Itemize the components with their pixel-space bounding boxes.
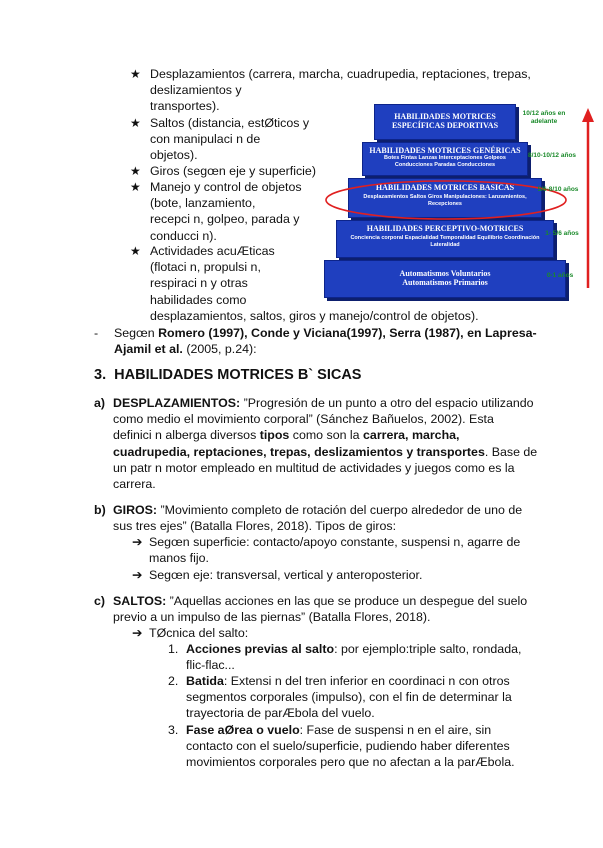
arrow-bullet-icon: ➔ (132, 626, 143, 640)
item-c-body (113, 593, 527, 625)
section-number: 3. (94, 367, 107, 383)
text-span: . Base de (484, 444, 538, 459)
citation-authors: Ajamil et al. (114, 342, 183, 356)
item-c-label: c) (94, 594, 106, 608)
bullet-line: respiraci n y otras (150, 276, 248, 291)
bullet-line: Actividades acuÆticas (150, 244, 275, 258)
item-a-label: a) (94, 396, 106, 410)
bullet-line: recepci n, golpeo, parada y (150, 212, 300, 227)
text-line: carrera. (113, 477, 156, 492)
text-span: : por ejemplo:triple salto, rondada, (334, 642, 522, 656)
giros-superficie (149, 534, 520, 566)
tier-title: HABILIDADES MOTRICES (394, 112, 496, 121)
source-citation-text (114, 325, 537, 341)
growth-arrow-head (582, 108, 594, 122)
tier-title: HABILIDADES MOTRICES BASICAS (375, 183, 515, 192)
text-line: manos fijo. (149, 551, 209, 566)
tier-content: Desplazamientos Saltos Giros Manipulaciones: Lanzamientos, Recepciones (363, 194, 527, 207)
pyramid-diagram (318, 96, 596, 306)
star-bullet-icon: ★ (130, 180, 141, 194)
age-label: 5/6-8/10 años (537, 186, 579, 193)
text-line: segmentos corporales (impulso), con el fin de determinar la (186, 690, 512, 705)
bullet-line: conducci n). (150, 228, 217, 243)
text-line: movimientos corporales pero que no afectan a la parÆbola. (186, 755, 515, 770)
bullet-line: objetos). (150, 148, 198, 163)
bullet-line: transportes). (150, 99, 220, 114)
salto-paso-3 (186, 722, 515, 771)
bullet-line: Giros (segœn eje y superficie) (150, 164, 316, 178)
list-number: 1. (168, 642, 179, 656)
item-a-body (113, 395, 537, 492)
tier-title: Automatismos Primarios (402, 278, 488, 287)
text-bold: Fase aØrea o vuelo (186, 723, 300, 737)
bullet-line: Manejo y control de objetos (150, 180, 302, 194)
tier-title: ESPECÍFICAS DEPORTIVAS (391, 121, 499, 130)
text-line: previo a un impulso de las piernas” (Batalla Flores, 2018). (113, 610, 431, 625)
star-bullet-icon: ★ (130, 116, 141, 130)
text-line: trayectoria de parÆbola del vuelo. (186, 706, 375, 721)
salto-tecnica: TØcnica del salto: (149, 626, 249, 640)
citation-prefix: Segœn (114, 326, 159, 340)
section-heading (94, 367, 361, 383)
text-line: sus tres ejes” (Batalla Flores, 2018). Tipos de giros: (113, 519, 397, 534)
text-line: flic-flac... (186, 658, 235, 673)
arrow-bullet-icon: ➔ (132, 535, 143, 549)
age-label: 1- 5/6 años (545, 230, 579, 237)
text-span: : Fase de suspensi n en el aire, sin (299, 723, 492, 737)
age-label: 8/10-10/12 años (527, 152, 577, 159)
tier-title: Automatismos Voluntarios (399, 269, 491, 278)
giros-eje: Segœn eje: transversal, vertical y anteroposterior. (149, 568, 423, 582)
star-bullet-icon: ★ (130, 67, 141, 81)
item-c-title: SALTOS: (113, 594, 167, 608)
bullet-line: con manipulaci n de (150, 132, 261, 147)
source-citation-text-2 (114, 341, 257, 357)
text-bold: tipos (259, 428, 290, 443)
bullet-line: (bote, lanzamiento, (150, 196, 256, 211)
text-line: ”Progresión de un punto a otro del espacio utilizando (240, 396, 534, 410)
text-line: ”Movimiento completo de rotación del cuerpo alrededor de uno de (157, 503, 523, 517)
text-bold: Acciones previas al salto (186, 642, 335, 656)
bullet-line: Desplazamientos (carrera, marcha, cuadrupedia, reptaciones, trepas, (150, 67, 531, 81)
age-label: 0-1 años (546, 272, 574, 279)
salto-paso-1 (186, 641, 521, 673)
item-b-title: GIROS: (113, 503, 158, 517)
bullet-line: desplazamientos, saltos, giros y manejo/control de objetos). (150, 308, 479, 323)
text-line: Segœn superficie: contacto/apoyo constante, suspensi n, agarre de (149, 535, 521, 549)
dash-bullet: - (94, 326, 99, 340)
tier-title: HABILIDADES PERCEPTIVO-MOTRICES (366, 224, 524, 233)
tier-title: HABILIDADES MOTRICES GENÉRICAS (369, 146, 521, 155)
star-bullet-icon: ★ (130, 164, 141, 178)
text-line: un patr n motor empleado en multitud de actividades y juegos como es la (113, 460, 515, 475)
bullet-line: (flotaci n, propulsi n, (150, 260, 261, 275)
text-line: como medio el movimiento corporal” (Sánchez Bañuelos, 2002). Esta (113, 412, 494, 427)
text-span: : Extensi n del tren inferior en coordinaci n con otros (223, 674, 510, 688)
text-line: ”Aquellas acciones en las que se produce un despegue del suelo (166, 594, 528, 608)
salto-paso-2 (186, 673, 512, 722)
star-bullet-icon: ★ (130, 244, 141, 258)
source-citation (94, 325, 98, 341)
item-b-body (113, 502, 522, 534)
tier-content: Conciencia corporal Espacialidad Temporalidad Equilibrio Coordinación Lateralidad (350, 235, 540, 248)
arrow-bullet-icon: ➔ (132, 568, 143, 582)
bullet-line: habilidades como (150, 292, 247, 307)
text-span: definici n alberga diversos (113, 428, 260, 443)
tier-content: Botes Fintas Lanzas Interceptaciones Golpeos Conducciones Paradas Conducciones (384, 155, 506, 168)
text-bold: Batida (186, 674, 224, 688)
age-label: 10/12 años en adelante (522, 110, 566, 125)
bullet-line: Saltos (distancia, estØticos y (150, 116, 310, 130)
list-number: 2. (168, 674, 179, 688)
bullet-line: deslizamientos y (150, 83, 242, 98)
text-bold: carrera, marcha, (363, 428, 460, 443)
section-title: HABILIDADES MOTRICES B` SICAS (114, 367, 362, 383)
list-number: 3. (168, 723, 179, 737)
item-a-title: DESPLAZAMIENTOS: (113, 396, 241, 410)
item-b-label: b) (94, 503, 106, 517)
citation-authors: Romero (1997), Conde y Viciana(1997), Serra (1987), en Lapresa- (158, 326, 537, 340)
text-span: como son la (289, 428, 364, 443)
citation-suffix: (2005, p.24): (182, 342, 257, 356)
text-line: contacto con el suelo/superficie, pudiendo haber diferentes (186, 739, 510, 754)
text-bold: cuadrupedia, reptaciones, trepas, deslizamientos y transportes (113, 444, 485, 459)
